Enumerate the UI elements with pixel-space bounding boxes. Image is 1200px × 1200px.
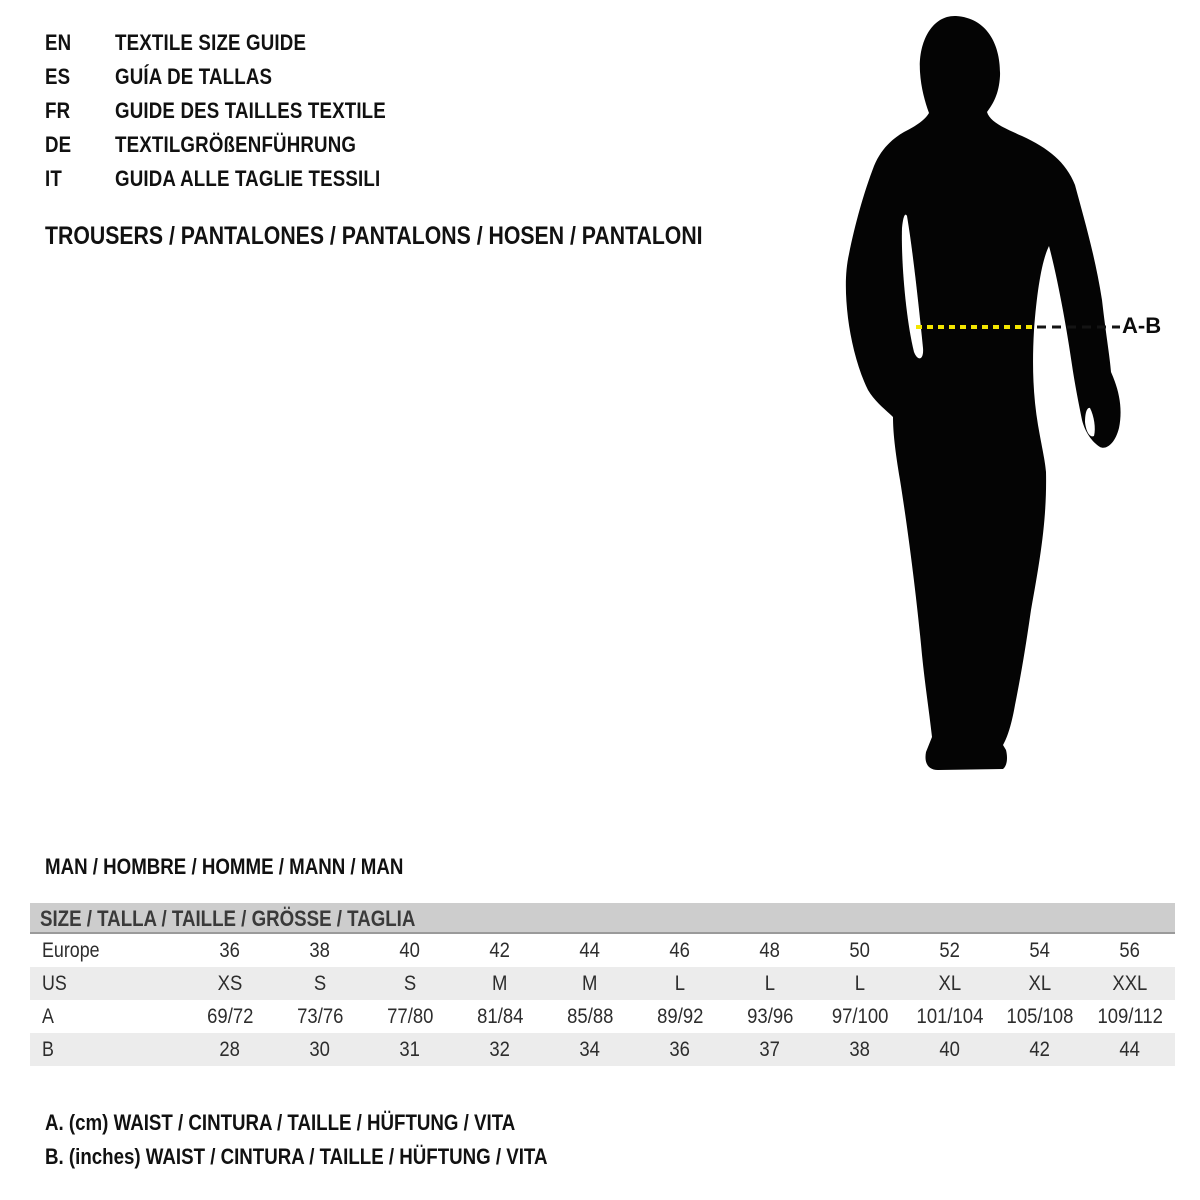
- note-b-inches: B. (inches) WAIST / CINTURA / TAILLE / HÜFTUNG / VITA: [45, 1144, 548, 1169]
- lang-row-it: [45, 162, 434, 196]
- language-list: [45, 26, 434, 196]
- size-table-header: SIZE / TALLA / TAILLE / GRÖSSE / TAGLIA: [30, 903, 1175, 934]
- row-label: A: [42, 1005, 54, 1028]
- lang-label-es: GUÍA DE TALLAS: [115, 64, 273, 89]
- lang-label-en: TEXTILE SIZE GUIDE: [115, 30, 307, 55]
- lang-row-es: [45, 60, 434, 94]
- lang-label-de: TEXTILGRÖßENFÜHRUNG: [115, 132, 357, 157]
- category-title: TROUSERS / PANTALONES / PANTALONS / HOSEN / PANTALONI: [45, 222, 703, 250]
- lang-label-fr: GUIDE DES TAILLES TEXTILE: [115, 98, 386, 123]
- measurement-notes: [45, 1106, 636, 1174]
- row-label: US: [42, 972, 67, 995]
- lang-code-de: DE: [45, 132, 72, 157]
- row-label: B: [42, 1038, 54, 1061]
- lang-label-it: GUIDA ALLE TAGLIE TESSILI: [115, 166, 381, 191]
- lang-code-es: ES: [45, 64, 71, 89]
- section-title-man: MAN / HOMBRE / HOMME / MANN / MAN: [45, 854, 404, 879]
- table-row-europe: Europe 36 38 40 42 44 46 48 50 52 54 56: [30, 934, 1175, 967]
- lang-row-de: [45, 128, 434, 162]
- lang-code-en: EN: [45, 30, 72, 55]
- size-table: [30, 903, 1175, 1066]
- man-silhouette: [846, 16, 1121, 770]
- lang-code-it: IT: [45, 166, 62, 191]
- lang-code-fr: FR: [45, 98, 71, 123]
- row-label: Europe: [42, 939, 100, 962]
- table-row-a-cm: A 69/72 73/76 77/80 81/84 85/88 89/92 93/96 97/100 101/104 105/108 109/112: [30, 1000, 1175, 1033]
- table-row-b-inches: B 28 30 31 32 34 36 37 38 40 42 44: [30, 1033, 1175, 1066]
- table-row-us: US XS S S M M L L L XL XL XXL: [30, 967, 1175, 1000]
- lang-row-fr: [45, 94, 434, 128]
- waist-measure-label: A-B: [1122, 313, 1162, 338]
- lang-row-en: [45, 26, 434, 60]
- note-a-cm: A. (cm) WAIST / CINTURA / TAILLE / HÜFTUNG / VITA: [45, 1110, 516, 1135]
- man-silhouette-figure: [820, 0, 1200, 790]
